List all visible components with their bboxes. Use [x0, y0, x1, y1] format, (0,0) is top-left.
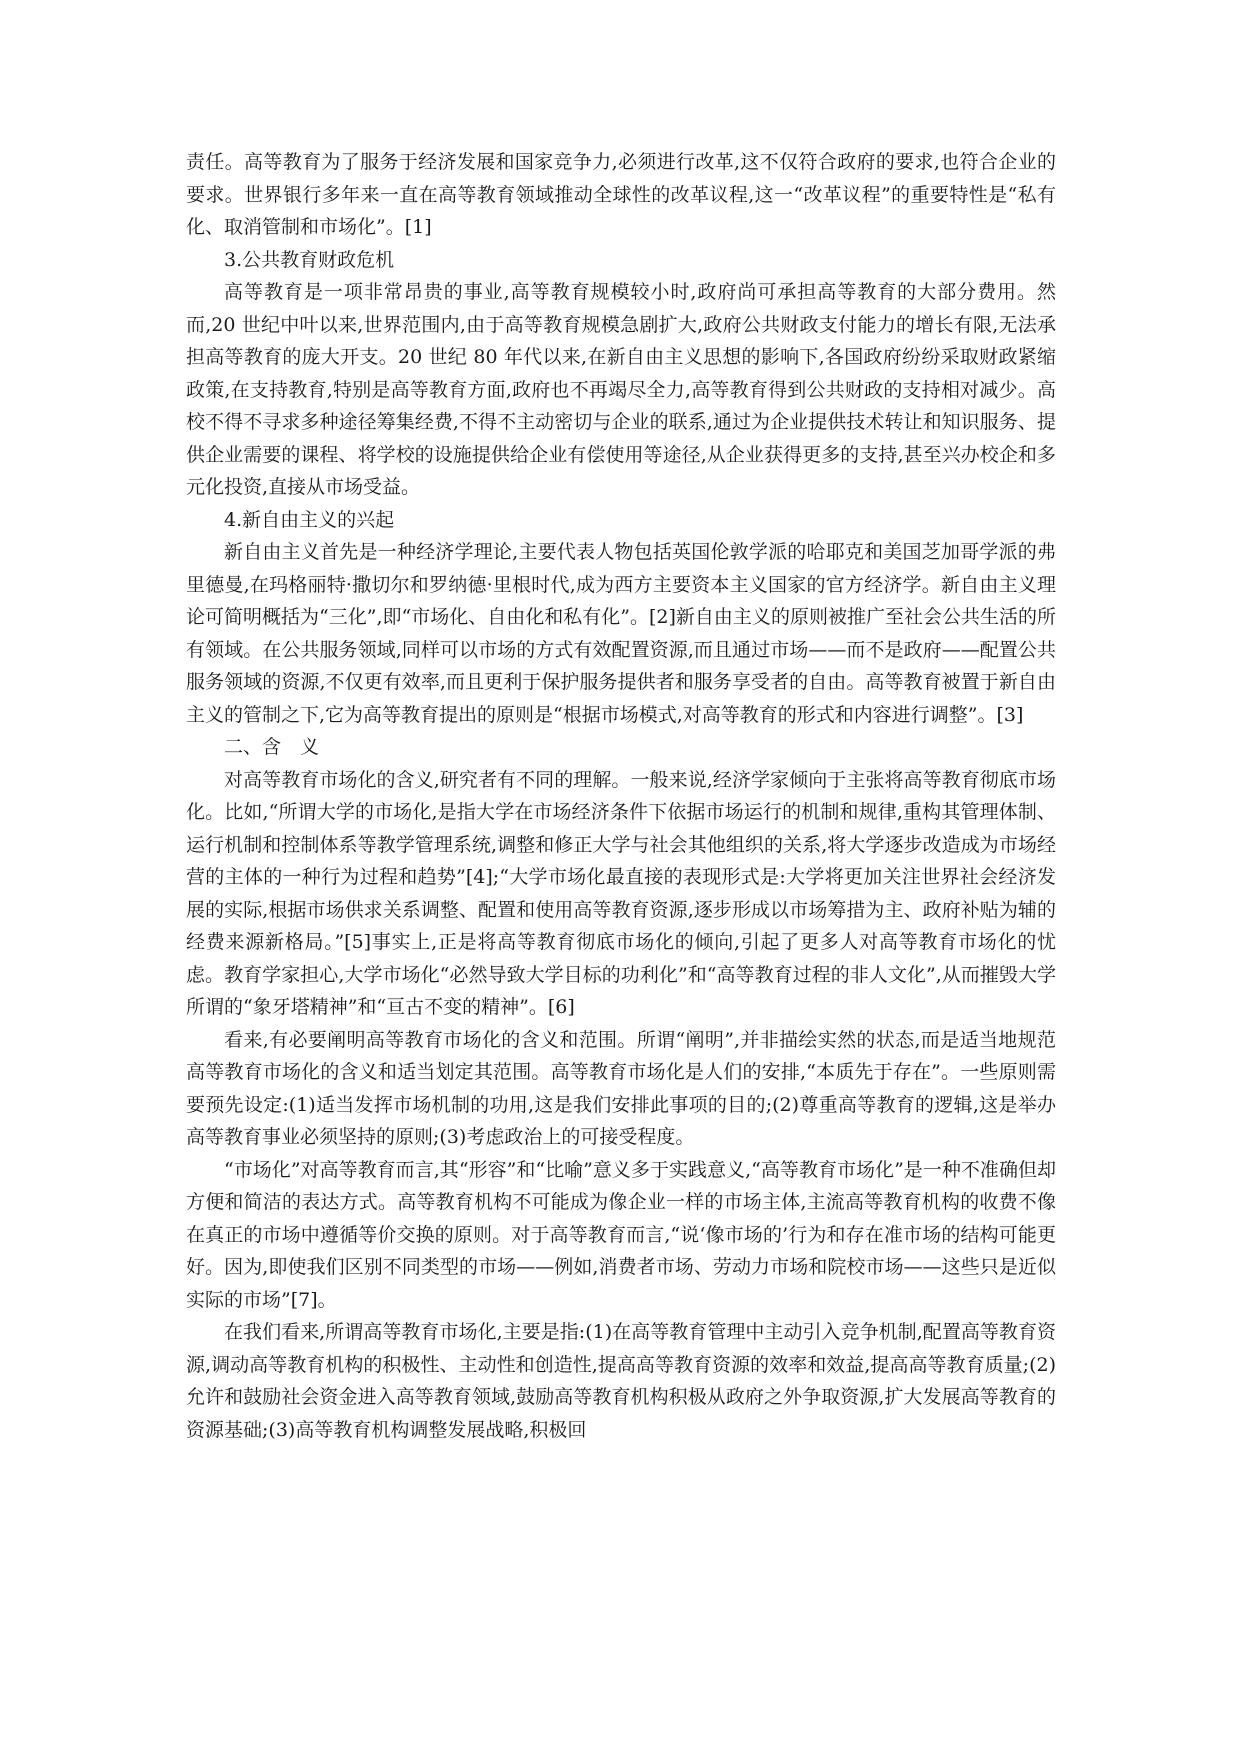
paragraph: “市场化”对高等教育而言,其“形容”和“比喻”意义多于实践意义,“高等教育市场化”是一种不准确但却方便和简洁的表达方式。高等教育机构不可能成为像企业一样的市场主体,主流高等教育机构的收费不像在真正的市场中遵循等价交换的原则。对于高等教育而言,“说‘像市场的’行为和存在准市场的结构可能更好。因为,即使我们区别不同类型的市场——例如,消费者市场、劳动力市场和院校市场——这些只是近似实际的市场”[7]。	[186, 1158, 1056, 1311]
document-page	[186, 146, 1056, 1446]
paragraph-continued: 责任。高等教育为了服务于经济发展和国家竞争力,必须进行改革,这不仅符合政府的要求,也符合企业的要求。世界银行多年来一直在高等教育领域推动全球性的改革议程,这一“改革议程”的重要特性是“私有化、取消管制和市场化”。[1]	[186, 151, 1056, 238]
paragraph: 在我们看来,所谓高等教育市场化,主要是指:(1)在高等教育管理中主动引入竞争机制,配置高等教育资源,调动高等教育机构的积极性、主动性和创造性,提高高等教育资源的效率和效益,提高高等教育质量;(2)允许和鼓励社会资金进入高等教育领域,鼓励高等教育机构积极从政府之外争取资源,扩大发展高等教育的资源基础;(3)高等教育机构调整发展战略,积极回	[186, 1321, 1056, 1441]
paragraph: 看来,有必要阐明高等教育市场化的含义和范围。所谓“阐明”,并非描绘实然的状态,而是适当地规范高等教育市场化的含义和适当划定其范围。高等教育市场化是人们的安排,“本质先于存在”。一些原则需要预先设定:(1)适当发挥市场机制的功用,这是我们安排此事项的目的;(2)尊重高等教育的逻辑,这是举办高等教育事业必须坚持的原则;(3)考虑政治上的可接受程度。	[186, 1028, 1056, 1148]
paragraph: 高等教育是一项非常昂贵的事业,高等教育规模较小时,政府尚可承担高等教育的大部分费用。然而,20 世纪中叶以来,世界范围内,由于高等教育规模急剧扩大,政府公共财政支付能力的增长有限,无法承担高等教育的庞大开支。20 世纪 80 年代以来,在新自由主义思想的影响下,各国政府纷纷采取财政紧缩政策,在支持教育,特别是高等教育方面,政府也不再竭尽全力,高等教育得到公共财政的支持相对减少。高校不得不寻求多种途径筹集经费,不得不主动密切与企业的联系,通过为企业提供技术转让和知识服务、提供企业需要的课程、将学校的设施提供给企业有偿使用等途径,从企业获得更多的支持,甚至兴办校企和多元化投资,直接从市场受益。	[186, 281, 1056, 498]
section-heading-public-finance-crisis: 3.公共教育财政危机	[224, 248, 395, 271]
paragraph: 对高等教育市场化的含义,研究者有不同的理解。一般来说,经济学家倾向于主张将高等教育彻底市场化。比如,“所谓大学的市场化,是指大学在市场经济条件下依据市场运行的机制和规律,重构其管理体制、运行机制和控制体系等教学管理系统,调整和修正大学与社会其他组织的关系,将大学逐步改造成为市场经营的主体的一种行为过程和趋势”[4];“大学市场化最直接的表现形式是:大学将更加关注世界社会经济发展的实际,根据市场供求关系调整、配置和使用高等教育资源,逐步形成以市场筹措为主、政府补贴为辅的经费来源新格局。”[5]事实上,正是将高等教育彻底市场化的倾向,引起了更多人对高等教育市场化的忧虑。教育学家担心,大学市场化“必然导致大学目标的功利化”和“高等教育过程的非人文化”,从而摧毁大学所谓的“象牙塔精神”和“亘古不变的精神”。[6]	[186, 768, 1056, 1018]
section-heading-neoliberalism: 4.新自由主义的兴起	[224, 508, 395, 531]
paragraph: 新自由主义首先是一种经济学理论,主要代表人物包括英国伦敦学派的哈耶克和美国芝加哥学派的弗里德曼,在玛格丽特·撒切尔和罗纳德·里根时代,成为西方主要资本主义国家的官方经济学。新自由主义理论可简明概括为“三化”,即“市场化、自由化和私有化”。[2]新自由主义的原则被推广至社会公共生活的所有领域。在公共服务领域,同样可以市场的方式有效配置资源,而且通过市场——而不是政府——配置公共服务领域的资源,不仅更有效率,而且更利于保护服务提供者和服务享受者的自由。高等教育被置于新自由主义的管制之下,它为高等教育提出的原则是“根据市场模式,对高等教育的形式和内容进行调整”。[3]	[186, 541, 1056, 726]
section-heading-meaning: 二、含 义	[224, 736, 320, 758]
